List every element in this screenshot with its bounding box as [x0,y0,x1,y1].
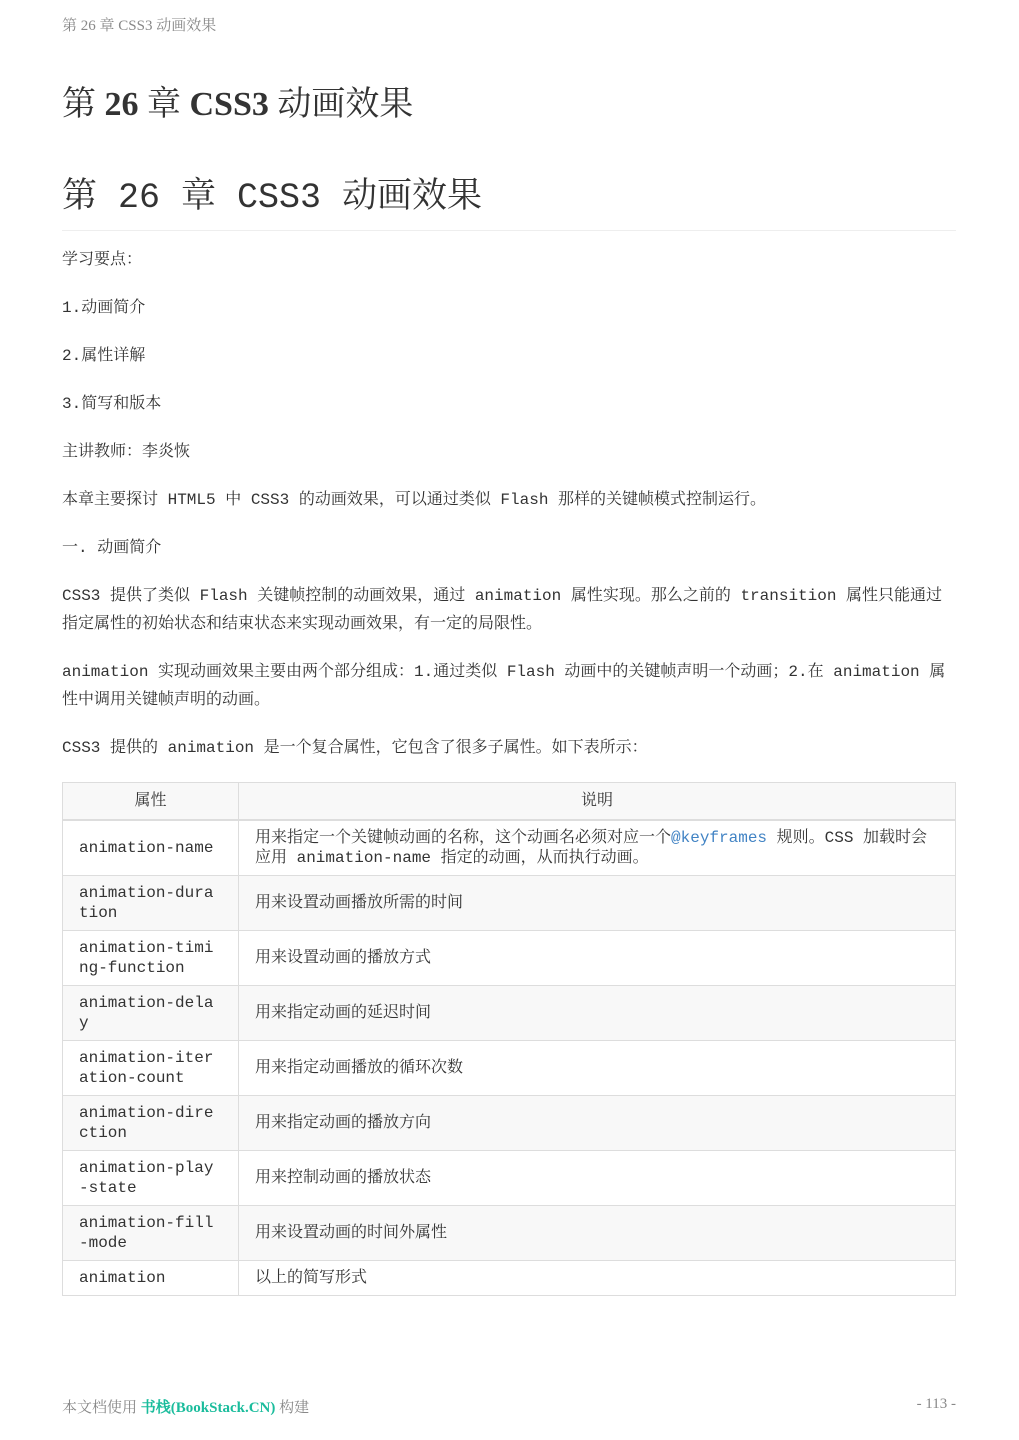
table-row [63,1206,956,1261]
paragraph-teacher: 主讲教师：李炎恢 [62,443,191,461]
property-description [239,820,956,876]
paragraph-point-3: 3.简写和版本 [62,395,162,413]
paragraph-table-intro: CSS3 提供的 animation 是一个复合属性，它包含了很多子属性。如下表所示： [62,739,648,757]
table-header-row [63,783,956,821]
property-description: 用来控制动画的播放状态 [239,1151,956,1206]
table-row [63,1151,956,1206]
chapter-title [62,76,413,125]
table-row [63,876,956,931]
property-name: animation-duration [63,876,239,931]
keyframes-link[interactable]: @keyframes [671,829,768,847]
description-text: 规则。CSS 加载时会应用 animation-name 指定的动画，从而执行动画。 [255,829,928,867]
table-row [63,1041,956,1096]
property-name: animation-name [63,820,239,876]
footer-text: 构建 [275,1400,310,1416]
table-row [63,931,956,986]
description-text: 用来指定一个关键帧动画的名称，这个动画名必须对应一个 [255,829,672,847]
property-name: animation-play-state [63,1151,239,1206]
property-name: animation-direction [63,1096,239,1151]
property-description: 用来指定动画播放的循环次数 [239,1041,956,1096]
table-header-property: 属性 [63,783,239,821]
property-description: 用来设置动画的时间外属性 [239,1206,956,1261]
property-name: animation-timing-function [63,931,239,986]
table-header-description: 说明 [239,783,956,821]
property-name: animation-delay [63,986,239,1041]
paragraph-animation-parts: animation 实现动画效果主要由两个部分组成：1.通过类似 Flash 动画中的关键帧声明一个动画；2.在 animation 属性中调用关键帧声明的动画。 [62,663,946,709]
paragraph-point-2: 2.属性详解 [62,347,146,365]
property-description: 用来指定动画的延迟时间 [239,986,956,1041]
property-name: animation-fill-mode [63,1206,239,1261]
property-description: 用来设置动画的播放方式 [239,931,956,986]
table-row [63,1096,956,1151]
table-row [63,820,956,876]
chapter-title-suffix: 动画效果 [268,86,414,123]
properties-table [62,782,956,1296]
property-name: animation-iteration-count [63,1041,239,1096]
chapter-title-number: 26 [104,86,139,123]
chapter-title-prefix: 第 [62,86,105,123]
paragraph-learning-points: 学习要点： [62,251,143,269]
footer-attribution [62,1396,309,1417]
main-content [62,246,956,1296]
property-description: 以上的简写形式 [239,1261,956,1296]
paragraph-intro: 本章主要探讨 HTML5 中 CSS3 的动画效果，可以通过类似 Flash 那样的关键帧模式控制运行。 [62,491,767,509]
paragraph-css3-animation: CSS3 提供了类似 Flash 关键帧控制的动画效果，通过 animation 属性实现。那么之前的 transition 属性只能通过指定属性的初始状态和结束状态来实现动画效果，有一定的局限性。 [62,587,943,633]
table-row [63,1261,956,1296]
property-description: 用来指定动画的播放方向 [239,1096,956,1151]
chapter-title-middle: 章 [138,86,190,123]
chapter-title-css: CSS3 [189,86,269,123]
property-name: animation [63,1261,239,1296]
table-row [63,986,956,1041]
section-title: 第 26 章 CSS3 动画效果 [62,168,956,231]
property-description: 用来设置动画播放所需的时间 [239,876,956,931]
footer-text: 本文档使用 [62,1400,141,1416]
page-number: - 113 - [916,1396,956,1412]
running-header: 第 26 章 CSS3 动画效果 [62,18,217,34]
paragraph-section-heading: 一. 动画简介 [62,539,162,557]
paragraph-point-1: 1.动画简介 [62,299,146,317]
bookstack-link[interactable]: 书栈(BookStack.CN) [140,1400,276,1416]
